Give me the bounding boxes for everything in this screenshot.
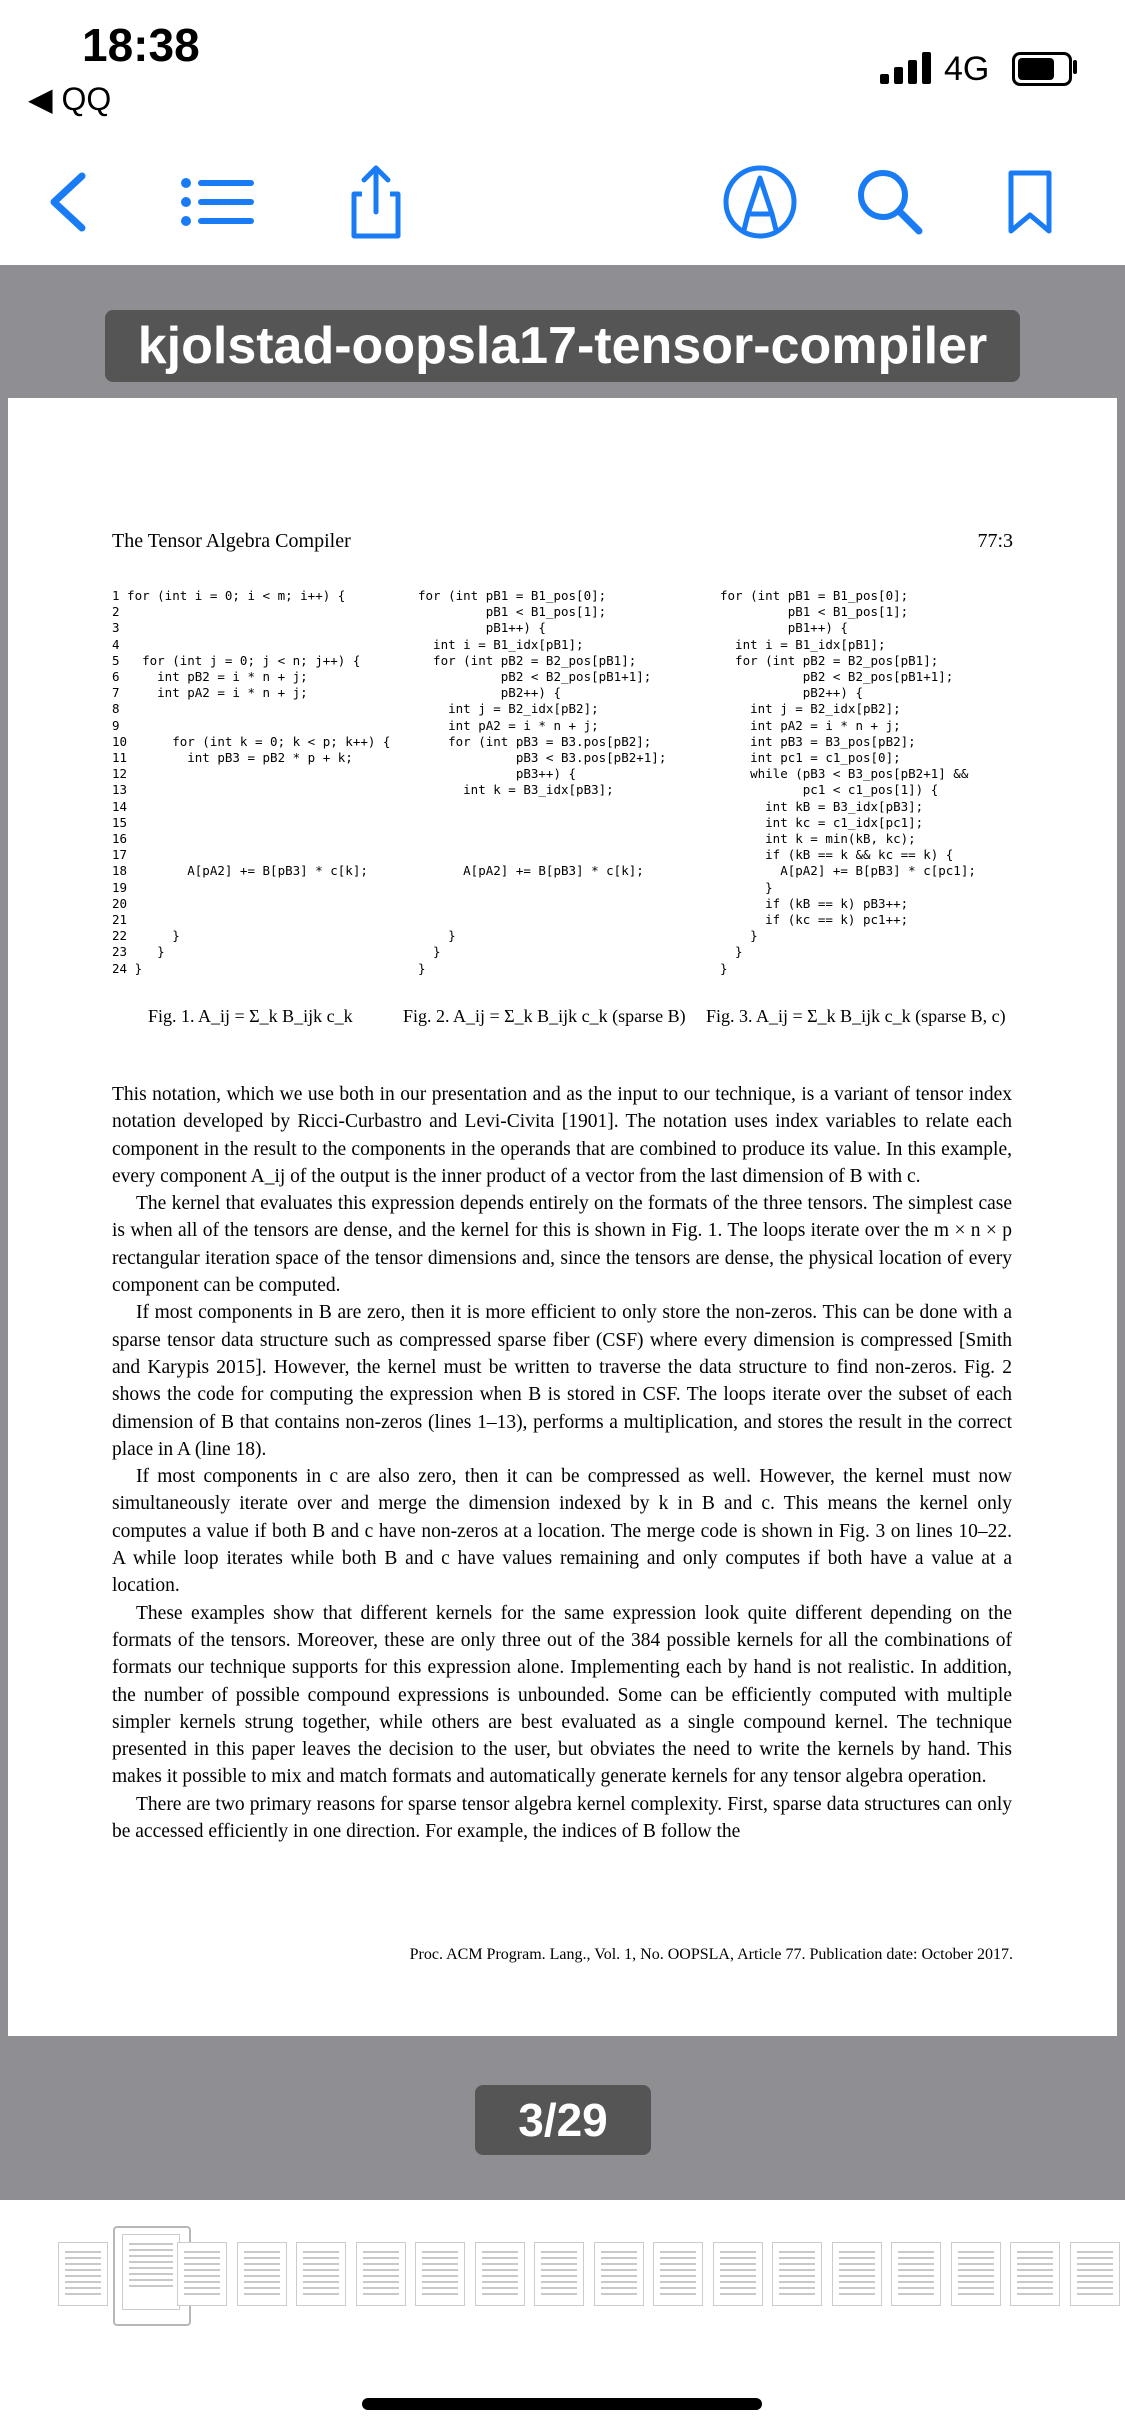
page-thumbnail[interactable] <box>534 2242 584 2306</box>
page-thumbnail[interactable] <box>415 2242 465 2306</box>
running-head: The Tensor Algebra Compiler <box>112 530 351 552</box>
page-thumbnail[interactable] <box>832 2242 882 2306</box>
page-thumbnail[interactable] <box>891 2242 941 2306</box>
page-thumbnail[interactable] <box>296 2242 346 2306</box>
outline-button[interactable] <box>178 162 258 242</box>
page-number: 77:3 <box>977 530 1013 552</box>
page-thumbnail[interactable] <box>653 2242 703 2306</box>
paragraph: This notation, which we use both in our presentation and as the input to our technique, is a variant of tensor index notation developed by Ricci-Curbastro and Levi-Civita [1901]. The notation uses index variables to relate each component in the result to the components in the operands that are combined to produce its value. In this example, every component A_ij of the output is the inner product of a vector from the last dimension of B with c. <box>112 1084 1012 1187</box>
paragraph: The kernel that evaluates this expression depends entirely on the formats of the three tensors. The simplest case is when all of the tensors are dense, and the kernel for this is shown in Fig. 1. The loops iterate over the m × n × p rectangular iteration space of the tensor dimensions and, since the tensors are dense, the physical location of every component can be computed. <box>112 1193 1012 1297</box>
page-thumbnail[interactable] <box>951 2242 1001 2306</box>
paragraph: If most components in c are also zero, then it can be compressed as well. However, the kernel must now simultaneously iterate over and merge the dimension indexed by k in B and c. This means the kernel only computes a value if both B and c have non-zeros at a location. The merge code is shown in Fig. 3 on lines 10–22. A while loop iterates while both B and c have values remaining and only computes if both have a value at a location. <box>112 1466 1012 1597</box>
page-thumbnail[interactable] <box>594 2242 644 2306</box>
code-figure-2: for (int pB1 = B1_pos[0]; pB1 < B1_pos[1]; pB1++) { int i = B1_idx[pB1]; for (int pB2 = B2_pos[pB1]; pB2 < B2_pos[pB1+1]; pB2++) { int j = B2_idx[pB2]; int pA2 = i * n + j; for (int pB3 = B3.pos[pB2]; pB3 < B3.pos[pB2+1]; pB3++) { int k = B3_idx[pB3]; A[pA2] += B[pB3] * c[k]; } } } <box>418 588 667 976</box>
figure-2-caption: Fig. 2. A_ij = Σ_k B_ijk c_k (sparse B) <box>403 1006 686 1026</box>
page-thumbnail[interactable] <box>177 2242 227 2306</box>
page-thumbnail[interactable] <box>1010 2242 1060 2306</box>
status-bar <box>0 0 1125 140</box>
page-thumbnail[interactable] <box>122 2234 180 2310</box>
page-footer: Proc. ACM Program. Lang., Vol. 1, No. OOPSLA, Article 77. Publication date: October 2017. <box>409 1946 1013 1963</box>
network-type: 4G <box>944 50 990 88</box>
cellular-signal-icon <box>880 52 936 84</box>
document-title: kjolstad-oopsla17-tensor-compiler <box>105 310 1020 382</box>
paragraph: If most components in B are zero, then it is more efficient to only store the non-zeros. This can be done with a sparse tensor data structure such as compressed sparse fiber (CSF) where every dimension is compressed [Smith and Karypis 2015]. However, the kernel must be written to traverse the data structure to find non-zeros. Fig. 2 shows the code for computing the expression when B is stored in CSF. The loops iterate over the subset of each dimension of B that contains non-zeros (lines 1–13), performs a multiplication, and stores the result in the correct place in A (line 18). <box>112 1302 1012 1460</box>
markup-pen-icon <box>722 164 798 240</box>
page-thumbnail[interactable] <box>772 2242 822 2306</box>
page-thumbnail[interactable] <box>58 2242 108 2306</box>
home-indicator[interactable] <box>362 2398 762 2410</box>
back-button[interactable] <box>28 162 108 242</box>
page-thumbnail[interactable] <box>237 2242 287 2306</box>
list-icon <box>180 177 256 227</box>
markup-button[interactable] <box>720 162 800 242</box>
search-icon <box>855 167 925 237</box>
page-thumbnail[interactable] <box>1070 2242 1120 2306</box>
code-figure-3: for (int pB1 = B1_pos[0]; pB1 < B1_pos[1]; pB1++) { int i = B1_idx[pB1]; for (int pB2 = B2_pos[pB1]; pB2 < B2_pos[pB1+1]; pB2++) { int j = B2_idx[pB2]; int pA2 = i * n + j; int pB3 = B3_pos[pB2]; int pc1 = c1_pos[0]; while (pB3 < B3_pos[pB2+1] && pc1 < c1_pos[1]) { int kB = B3_idx[pB3]; int kc = c1_idx[pc1]; int k = min(kB, kc); if (kB == k && kc == k) { A[pA2] += B[pB3] * c[pc1]; } if (kB == k) pB3++; if (kc == k) pc1++; } } } <box>720 588 976 976</box>
paragraph: There are two primary reasons for sparse tensor algebra kernel complexity. First, sparse data structures can only be accessed efficiently in one direction. For example, the indices of B follow the <box>112 1793 1012 1843</box>
code-figure-1: 1 for (int i = 0; i < m; i++) { 2 3 4 5 for (int j = 0; j < n; j++) { 6 int pB2 = i * n + j; 7 int pA2 = i * n + j; 8 9 10 for (int k = 0; k < p; k++) { 11 int pB3 = pB2 * p + k; 12 13 14 15 16 17 18 A[pA2] += B[pB3] * c[k]; 19 20 21 22 } 23 } 24 } <box>112 588 391 976</box>
body-text <box>112 1081 1012 1845</box>
back-to-app-link[interactable]: ◀ QQ <box>28 81 112 117</box>
page-thumbnail[interactable] <box>713 2242 763 2306</box>
pdf-viewer[interactable] <box>0 265 1125 2200</box>
share-button[interactable] <box>336 162 416 242</box>
paragraph: These examples show that different kernels for the same expression look quite different depending on the formats of the tensors. Moreover, these are only three out of the 384 possible kernels for all the combinations of formats our technique supports for this expression alone. Implementing each by hand is not realistic. In addition, the number of possible compound expressions is unbounded. Some can be efficiently computed with multiple simpler kernels strung together, while others are best evaluated as a single compound kernel. The technique presented in this paper leaves the decision to the user, but obviates the need to write the kernels by hand. This makes it possible to mix and match formats and automatically generate kernels for any tensor algebra operation. <box>112 1602 1012 1788</box>
page-thumbnail[interactable] <box>356 2242 406 2306</box>
share-icon <box>346 164 406 240</box>
bookmark-button[interactable] <box>990 162 1070 242</box>
pdf-page[interactable] <box>8 398 1117 2036</box>
back-chevron-icon <box>44 170 92 234</box>
battery-tip <box>1073 60 1077 74</box>
page-thumbnail[interactable] <box>475 2242 525 2306</box>
clock: 18:38 <box>82 19 200 71</box>
page-indicator: 3/29 <box>475 2085 651 2155</box>
battery-icon <box>1012 52 1072 86</box>
bookmark-icon <box>1007 169 1053 235</box>
search-button[interactable] <box>850 162 930 242</box>
figure-1-caption: Fig. 1. A_ij = Σ_k B_ijk c_k <box>148 1006 353 1026</box>
figure-3-caption: Fig. 3. A_ij = Σ_k B_ijk c_k (sparse B, c) <box>706 1006 1006 1026</box>
toolbar <box>0 140 1125 265</box>
